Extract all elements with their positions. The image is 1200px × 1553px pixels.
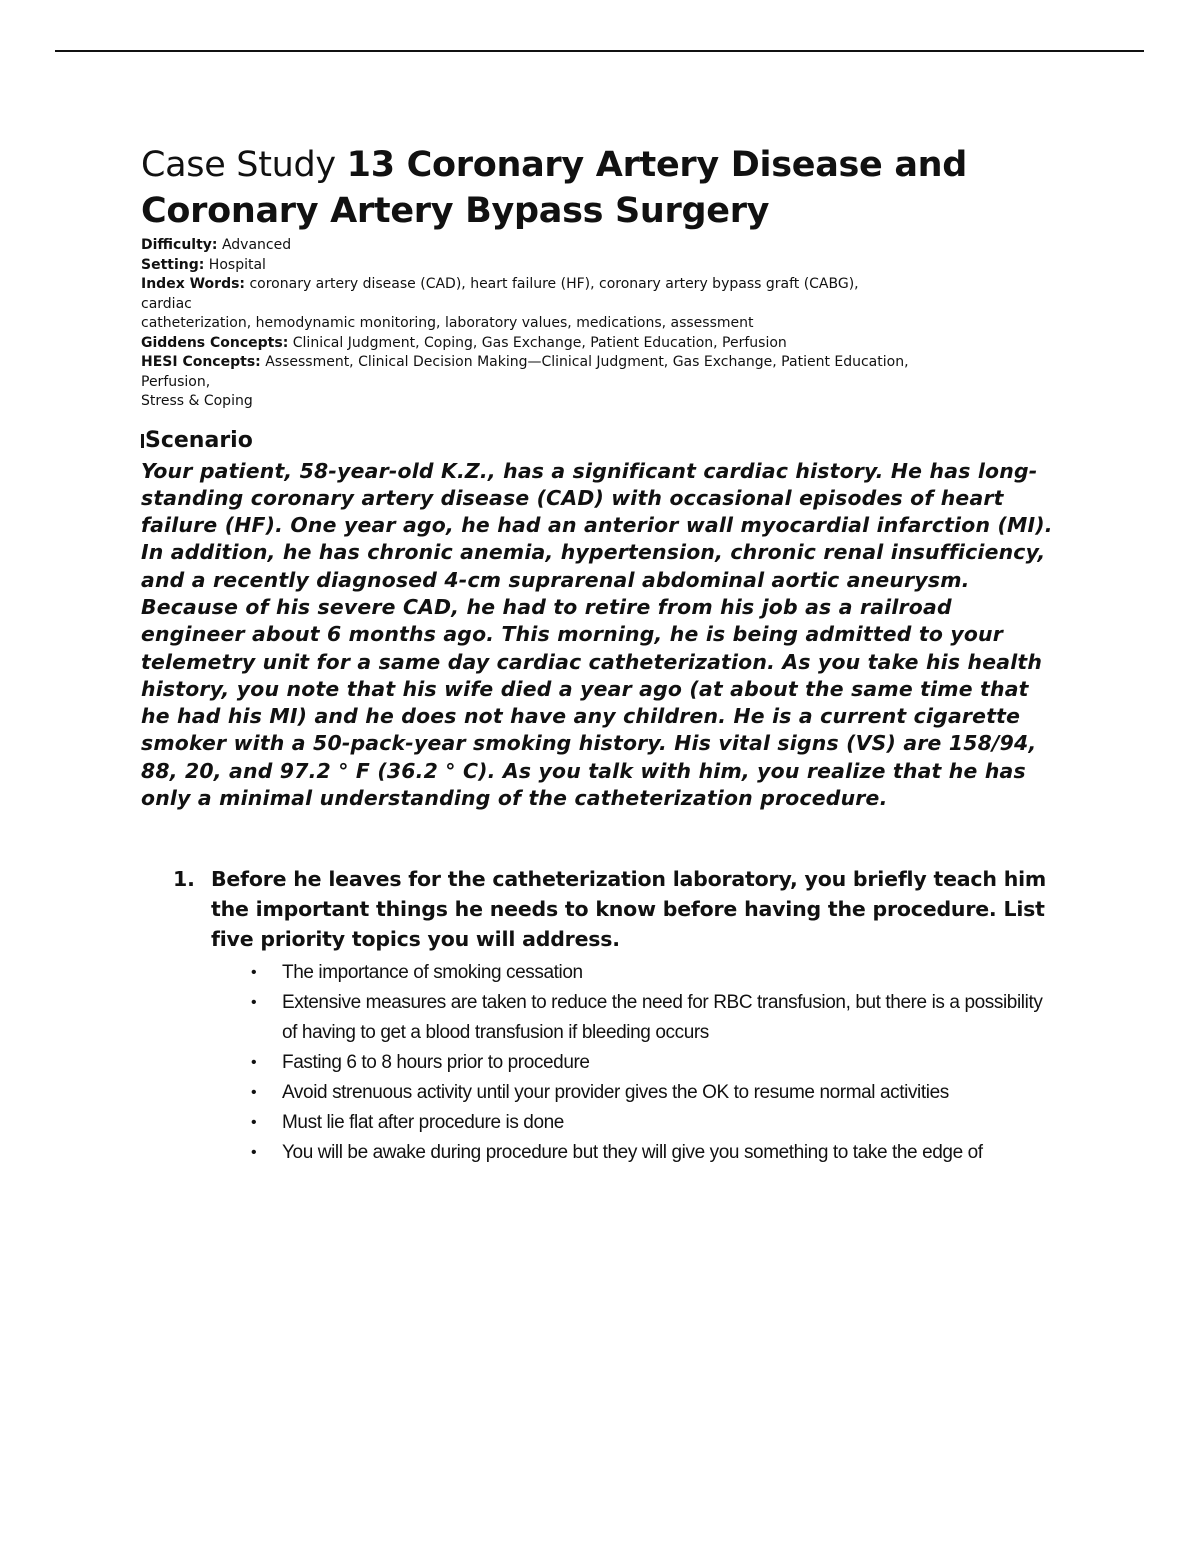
bullet-icon: • — [251, 994, 257, 1012]
list-item: • Must lie flat after procedure is done — [251, 1108, 1051, 1138]
list-item: • You will be awake during procedure but they will give you something to take the edge of — [251, 1138, 1051, 1168]
heading-marker — [141, 434, 144, 448]
bullet-icon: • — [251, 1084, 257, 1102]
scenario-heading — [145, 426, 1071, 456]
question-number: 1. — [173, 867, 195, 892]
answer-list — [251, 958, 1051, 1168]
page-title — [141, 142, 1071, 234]
scenario-heading-text: Scenario — [145, 427, 253, 453]
document-body — [141, 142, 1071, 1168]
list-item: • The importance of smoking cessation — [251, 958, 1051, 988]
title-main: 13 Coronary Artery Disease and Coronary Artery Bypass Surgery — [141, 145, 968, 231]
title-prefix: Case Study — [141, 145, 347, 185]
question-1 — [173, 864, 1071, 954]
top-rule — [55, 50, 1144, 52]
hesi-concepts-line-2: Perfusion, — [141, 373, 211, 390]
difficulty-line: Difficulty: Advanced — [141, 237, 292, 253]
list-item: • Extensive measures are taken to reduce the need for RBC transfusion, but there is a possibility of having to get a blood transfusion if bleeding occurs — [251, 988, 1051, 1048]
case-metadata — [141, 236, 1071, 412]
question-text: Before he leaves for the catheterization laboratory, you briefly teach him the important things he needs to know before having the procedure. List five priority topics you will address. — [211, 867, 1047, 952]
hesi-concepts-line-3: Stress & Coping — [141, 393, 253, 409]
setting-line: Setting: Hospital — [141, 256, 266, 273]
list-item: • Fasting 6 to 8 hours prior to procedure — [251, 1048, 1051, 1078]
index-words-line-2: cardiac — [141, 295, 192, 312]
bullet-icon: • — [251, 1144, 257, 1162]
hesi-concepts-line: HESI Concepts: Assessment, Clinical Decision Making—Clinical Judgment, Gas Exchange, Patient Education, — [141, 354, 909, 370]
index-words-line-3: catheterization, hemodynamic monitoring, laboratory values, medications, assessment — [141, 315, 754, 331]
index-words-line: Index Words: coronary artery disease (CAD), heart failure (HF), coronary artery bypass graft (CABG), — [141, 276, 859, 292]
bullet-icon: • — [251, 1114, 257, 1132]
bullet-icon: • — [251, 964, 257, 982]
bullet-icon: • — [251, 1054, 257, 1072]
scenario-text: Your patient, 58-year-old K.Z., has a significant cardiac history. He has long-standing coronary artery disease (CAD) with occasional episodes of heart failure (HF). One year ago, he had an anterior wall myocardial infarction (MI). In addition, he has chronic anemia, hypertension, chronic renal insufficiency, and a recently diagnosed 4-cm suprarenal abdominal aortic aneurysm. Because of his severe CAD, he had to retire from his job as a railroad engineer about 6 months ago. This morning, he is being admitted to your telemetry unit for a same day cardiac catheterization. As you take his health history, you note that his wife died a year ago (at about the same time that he had his MI) and he does not have any children. He is a current cigarette smoker with a 50-pack-year smoking history. His vital signs (VS) are 158/94, 88, 20, and 97.2 ° F (36.2 ° C). As you talk with him, you realize that he has only a minimal understanding of the catheterization procedure. — [141, 458, 1053, 811]
list-item: • Avoid strenuous activity until your provider gives the OK to resume normal activities — [251, 1078, 1051, 1108]
giddens-concepts-line: Giddens Concepts: Clinical Judgment, Coping, Gas Exchange, Patient Education, Perfusion — [141, 334, 787, 351]
